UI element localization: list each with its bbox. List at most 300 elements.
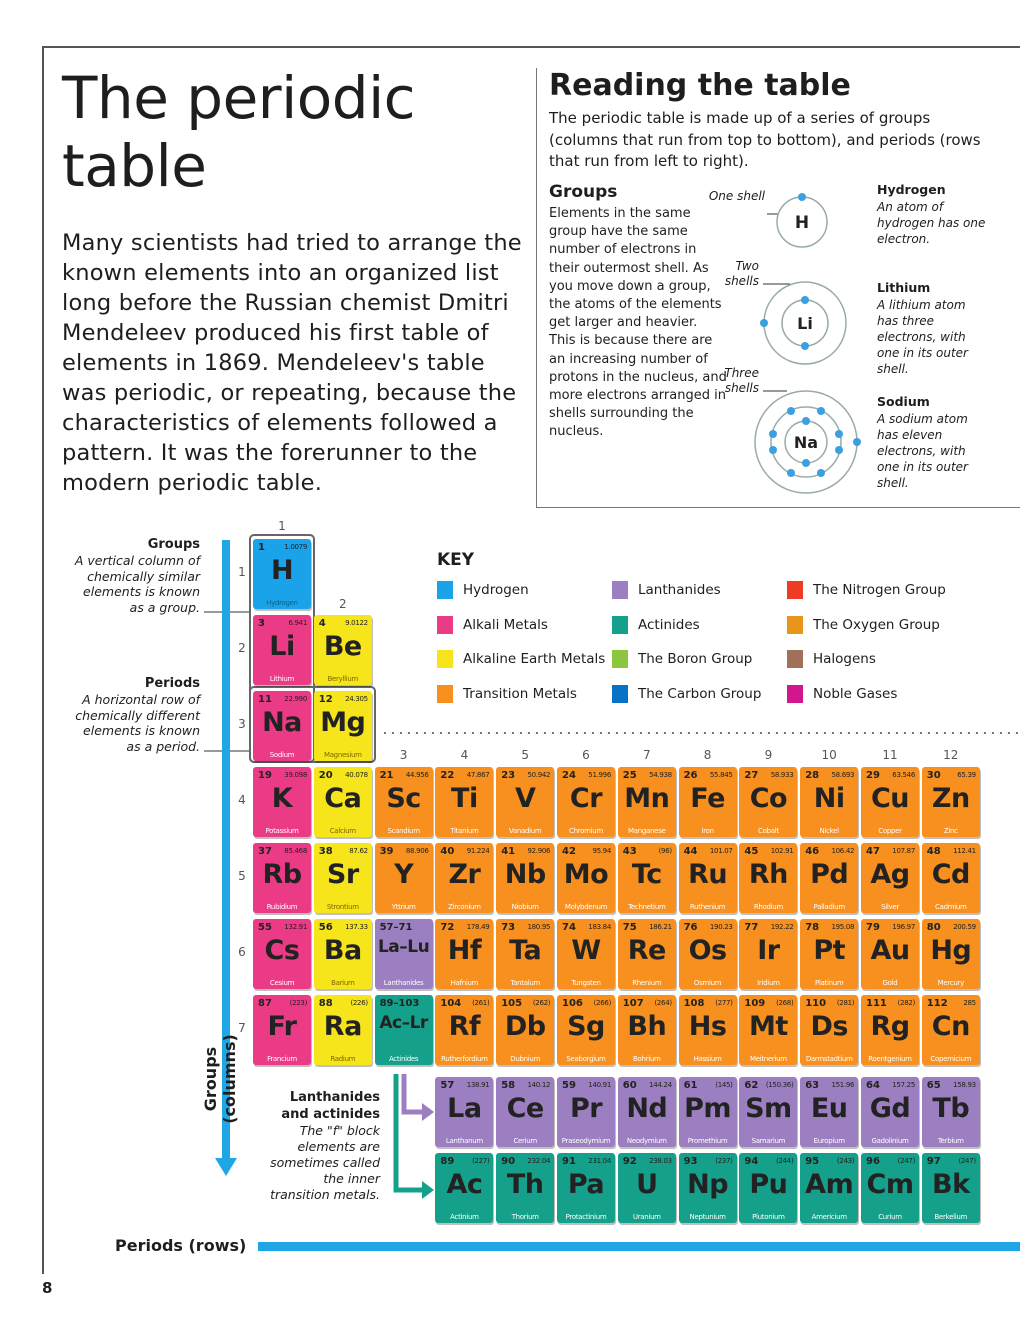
element-ru[interactable]: [679, 843, 737, 913]
element-symbol: Bk: [932, 1169, 970, 1200]
lanthanides-annotation-title: Lanthanides and actinides: [281, 1090, 380, 1122]
element-name: Platinum: [814, 979, 844, 987]
reading-lead: The periodic table is made up of a series of groups (columns that run from top to bottom), and periods (rows that run from left to right).: [549, 109, 981, 170]
element-symbol: Sm: [745, 1093, 792, 1124]
element-symbol: Rh: [748, 859, 788, 890]
column-number-8: 8: [703, 748, 712, 762]
element-name: Osmium: [693, 979, 722, 987]
element-name: Neodymium: [626, 1137, 667, 1145]
element-name: Roentgenium: [868, 1055, 912, 1063]
element-name: Gadolinium: [871, 1137, 909, 1145]
element-name: Francium: [267, 1055, 297, 1063]
element-symbol: Mn: [624, 783, 670, 814]
key-label: Actinides: [638, 616, 700, 633]
key-swatch: [787, 581, 803, 599]
atomic-mass: 88.906: [405, 847, 429, 855]
element-rf[interactable]: [435, 995, 493, 1065]
element-symbol: Tb: [932, 1093, 970, 1124]
atomic-mass: 1.0079: [284, 543, 307, 551]
element-name: Thorium: [511, 1213, 539, 1221]
column-number-12: 12: [943, 748, 959, 762]
element-name: Chromium: [569, 827, 603, 835]
atomic-mass: 92.906: [527, 847, 551, 855]
key-swatch: [612, 581, 628, 599]
element-name: Scandium: [387, 827, 420, 835]
element-symbol: Pr: [569, 1093, 603, 1124]
key-swatch: [612, 685, 628, 703]
periods-annotation-title: Periods: [144, 676, 200, 691]
element-na[interactable]: [253, 691, 311, 761]
element-tb[interactable]: [922, 1077, 980, 1147]
element-sr[interactable]: [314, 843, 372, 913]
atomic-number: 75: [622, 922, 637, 933]
key-swatch: [612, 650, 628, 668]
key-label: The Carbon Group: [638, 686, 762, 703]
atomic-number: 42: [562, 846, 576, 857]
element-cd[interactable]: [922, 843, 980, 913]
atomic-number: 105: [501, 998, 523, 1009]
atomic-number: 91: [562, 1156, 576, 1167]
element-pr[interactable]: [557, 1077, 615, 1147]
reading-heading: Reading the table: [549, 68, 851, 103]
element-symbol: Cn: [931, 1011, 970, 1042]
element-name: Berkelium: [934, 1213, 968, 1221]
element-sm[interactable]: [739, 1077, 797, 1147]
element-gd[interactable]: [861, 1077, 919, 1147]
element-symbol: U: [636, 1169, 658, 1200]
element-name: Hydrogen: [266, 599, 298, 607]
atomic-mass: 231.04: [588, 1157, 611, 1165]
atomic-number: 63: [805, 1080, 820, 1091]
element-np[interactable]: [679, 1153, 737, 1223]
atomic-number: 30: [926, 770, 941, 781]
element-symbol: Nd: [626, 1093, 668, 1124]
atomic-mass: (281): [836, 999, 855, 1007]
row-number-2: 2: [238, 641, 246, 655]
periods-axis-label: Periods (rows): [115, 1236, 247, 1255]
element-symbol: K: [271, 783, 293, 814]
element-ir[interactable]: [739, 919, 797, 989]
atomic-number: 29: [866, 770, 880, 781]
element-symbol: La–Lu: [377, 937, 430, 957]
element-name: Lanthanides: [383, 979, 424, 987]
element-symbol: Cu: [870, 783, 910, 814]
atomic-mass: (268): [776, 999, 794, 1007]
element-name: Molybdenum: [564, 903, 608, 911]
element-ac-lr[interactable]: [375, 995, 433, 1065]
atomic-mass: 101.07: [709, 847, 733, 855]
key-item-the-oxygen-group: [787, 616, 940, 634]
atom-symbol-h: H: [794, 213, 810, 233]
atomic-mass: 9.0122: [345, 619, 368, 627]
column-number-5: 5: [521, 748, 529, 762]
element-name: Terbium: [937, 1137, 964, 1145]
element-be[interactable]: [314, 615, 372, 685]
element-zr[interactable]: [435, 843, 493, 913]
key-item-hydrogen: [437, 581, 529, 599]
element-symbol: Mo: [563, 859, 609, 890]
element-w[interactable]: [557, 919, 615, 989]
element-name: Copper: [878, 827, 902, 835]
element-mo[interactable]: [557, 843, 615, 913]
element-symbol: Mg: [320, 707, 366, 738]
atomic-number: 23: [501, 770, 516, 781]
element-k[interactable]: [253, 767, 311, 837]
atomic-number: 88: [318, 998, 333, 1009]
atomic-number: 93: [683, 1156, 698, 1167]
element-symbol: Rb: [262, 859, 302, 890]
atomic-number: 87: [258, 998, 272, 1009]
column-number-9: 9: [764, 748, 773, 762]
element-db[interactable]: [496, 995, 554, 1065]
row-number-4: 4: [238, 793, 246, 807]
element-v[interactable]: [496, 767, 554, 837]
element-symbol: Zr: [448, 859, 481, 890]
column-number-7: 7: [642, 748, 651, 762]
element-ds[interactable]: [800, 995, 858, 1065]
atomic-number: 39: [379, 846, 394, 857]
element-symbol: Cs: [264, 935, 300, 966]
atomic-mass: 238.03: [649, 1157, 672, 1165]
groups-axis-label: Groups (columns): [201, 1034, 239, 1124]
atomic-mass: 112.41: [953, 847, 976, 855]
element-symbol: Zn: [931, 783, 970, 814]
element-name: Gold: [882, 979, 898, 987]
atomic-mass: 140.91: [588, 1081, 611, 1089]
atomic-number: 89–103: [379, 998, 420, 1009]
atomic-number: 104: [440, 998, 462, 1009]
element-symbol: W: [571, 935, 601, 966]
element-ca[interactable]: [314, 767, 372, 837]
atomic-number: 62: [744, 1080, 759, 1091]
element-name: Copernicium: [930, 1055, 972, 1063]
groups-body: Elements in the same group have the same number of electrons in their outermost shell. As you move down a group, the atoms of the elements get larger and heavier. This is because there are an increasing number of protons in the nucleus, and more electrons arranged in shells surrounding the nucleus.: [549, 206, 727, 440]
key-label: The Boron Group: [638, 651, 753, 668]
element-co[interactable]: [739, 767, 797, 837]
atomic-number: 94: [744, 1156, 759, 1167]
atomic-number: 73: [501, 922, 516, 933]
atomic-number: 43: [622, 846, 637, 857]
key-label: The Nitrogen Group: [813, 582, 946, 598]
key-swatch: [787, 616, 803, 634]
element-name: Iron: [701, 827, 714, 835]
atomic-number: 109: [744, 998, 766, 1009]
atomic-number: 108: [683, 998, 705, 1009]
element-li[interactable]: [253, 615, 311, 685]
element-ra[interactable]: [314, 995, 372, 1065]
element-symbol: Sc: [386, 783, 421, 814]
element-name: Rhenium: [632, 979, 662, 987]
atomic-number: 12: [318, 694, 333, 705]
element-ti[interactable]: [435, 767, 493, 837]
element-name: Tantalum: [510, 979, 541, 987]
element-symbol: Pu: [749, 1169, 788, 1200]
element-symbol: Hg: [930, 935, 972, 966]
element-cs[interactable]: [253, 919, 311, 989]
element-pu[interactable]: [739, 1153, 797, 1223]
atomic-mass: (264): [654, 999, 672, 1007]
element-name: Beryllium: [327, 675, 359, 683]
element-name: Potassium: [265, 827, 299, 835]
element-name: Actinides: [388, 1055, 419, 1063]
atomic-number: 96: [866, 1156, 880, 1167]
shell-label-three: Three shells: [724, 366, 759, 395]
atomic-number: 24: [562, 770, 576, 781]
element-symbol: Os: [688, 935, 727, 966]
key-item-the-nitrogen-group: [787, 581, 946, 599]
atomic-mass: 106.42: [831, 847, 855, 855]
atomic-number: 44: [683, 846, 698, 857]
element-symbol: Na: [262, 707, 302, 738]
atomic-number: 112: [926, 998, 948, 1009]
atomic-mass: 54.938: [649, 771, 672, 779]
atomic-mass: 137.33: [345, 923, 368, 931]
row-number-5: 5: [238, 869, 246, 883]
atomic-mass: 140.12: [527, 1081, 551, 1089]
element-name: Niobium: [511, 903, 539, 911]
element-pt[interactable]: [800, 919, 858, 989]
element-name: Zirconium: [448, 903, 481, 911]
element-symbol: Cr: [569, 783, 603, 814]
atomic-number: 4: [318, 618, 326, 629]
element-symbol: Ac: [446, 1169, 483, 1200]
element-ag[interactable]: [861, 843, 919, 913]
element-h[interactable]: [253, 539, 311, 609]
element-symbol: Re: [627, 935, 666, 966]
element-name: Bohrium: [633, 1055, 661, 1063]
element-os[interactable]: [679, 919, 737, 989]
atomic-number: 95: [805, 1156, 820, 1167]
groups-annotation-text: A vertical column of chemically similar elements is known as a group.: [74, 552, 200, 616]
element-name: Ruthenium: [689, 903, 726, 911]
atomic-number: 21: [379, 770, 394, 781]
element-re[interactable]: [618, 919, 676, 989]
element-name: Tungsten: [571, 979, 601, 987]
element-eu[interactable]: [800, 1077, 858, 1147]
element-name: Neptunium: [689, 1213, 726, 1221]
element-symbol: Y: [394, 859, 414, 890]
element-name: Samarium: [751, 1137, 786, 1145]
element-symbol: Np: [687, 1169, 729, 1200]
atomic-number: 22: [440, 770, 455, 781]
element-la-lu[interactable]: [375, 919, 433, 989]
element-nd[interactable]: [618, 1077, 676, 1147]
element-u[interactable]: [618, 1153, 676, 1223]
atomic-number: 3: [258, 618, 265, 629]
atomic-mass: 65.39: [957, 771, 976, 779]
element-symbol: Am: [805, 1169, 854, 1200]
atomic-mass: 183.84: [588, 923, 611, 931]
element-name: Strontium: [326, 903, 359, 911]
element-symbol: Hf: [447, 935, 482, 966]
atomic-mass: 200.59: [953, 923, 976, 931]
atomic-number: 77: [744, 922, 759, 933]
atomic-mass: 95.94: [592, 847, 611, 855]
element-mg[interactable]: [314, 691, 372, 761]
element-name: Zinc: [943, 827, 958, 835]
atomic-number: 26: [683, 770, 698, 781]
lanthanide-arrow: [404, 1074, 424, 1112]
atomic-number: 97: [926, 1156, 941, 1167]
atomic-mass: 195.08: [831, 923, 855, 931]
element-name: Cesium: [269, 979, 295, 987]
atomic-number: 106: [562, 998, 583, 1009]
element-hf[interactable]: [435, 919, 493, 989]
key-swatch: [437, 581, 453, 599]
atomic-number: 61: [683, 1080, 698, 1091]
atomic-number: 11: [258, 694, 272, 705]
element-symbol: Ce: [506, 1093, 544, 1124]
element-y[interactable]: [375, 843, 433, 913]
element-symbol: Cd: [931, 859, 970, 890]
element-bk[interactable]: [922, 1153, 980, 1223]
element-name: Rubidium: [266, 903, 298, 911]
element-tc[interactable]: [618, 843, 676, 913]
atomic-mass: 58.933: [770, 771, 794, 779]
element-pa[interactable]: [557, 1153, 615, 1223]
atomic-number: 74: [562, 922, 576, 933]
element-name: Mercury: [937, 979, 964, 987]
element-symbol: V: [514, 783, 536, 814]
element-name: Palladium: [813, 903, 845, 911]
atomic-number: 37: [258, 846, 272, 857]
element-nb[interactable]: [496, 843, 554, 913]
atomic-number: 55: [258, 922, 272, 933]
element-symbol: Pa: [567, 1169, 605, 1200]
element-sc[interactable]: [375, 767, 433, 837]
element-hs[interactable]: [679, 995, 737, 1065]
element-au[interactable]: [861, 919, 919, 989]
atomic-number: 64: [866, 1080, 880, 1091]
element-symbol: Rf: [448, 1011, 481, 1042]
element-ni[interactable]: [800, 767, 858, 837]
element-name: Technetium: [628, 903, 666, 911]
key-item-lanthanides: [612, 581, 721, 599]
element-cu[interactable]: [861, 767, 919, 837]
element-cm[interactable]: [861, 1153, 919, 1223]
atom-name-lithium: Lithium: [877, 280, 931, 295]
atomic-mass: 58.693: [831, 771, 855, 779]
atomic-mass: (226): [350, 999, 368, 1007]
element-sg[interactable]: [557, 995, 615, 1065]
atomic-mass: 190.23: [709, 923, 733, 931]
element-pm[interactable]: [679, 1077, 737, 1147]
atomic-mass: 102.91: [770, 847, 794, 855]
atom-name-sodium: Sodium: [877, 394, 930, 409]
element-fe[interactable]: [679, 767, 737, 837]
row-number-7: 7: [238, 1021, 246, 1035]
element-th[interactable]: [496, 1153, 554, 1223]
element-symbol: Sr: [326, 859, 359, 890]
lanthanides-annotation-text: The "f" block elements are sometimes called the inner transition metals.: [270, 1123, 380, 1202]
atomic-mass: 22.990: [284, 695, 307, 703]
atomic-mass: 157.25: [892, 1081, 915, 1089]
element-ac[interactable]: [435, 1153, 493, 1223]
element-symbol: Co: [749, 783, 788, 814]
element-cn[interactable]: [922, 995, 980, 1065]
element-symbol: H: [270, 555, 294, 586]
atom-desc-lithium: A lithium atom has three electrons, with one in its outer shell.: [877, 298, 968, 376]
element-name: Yttrium: [391, 903, 416, 911]
page-number: 8: [42, 1279, 53, 1297]
element-rb[interactable]: [253, 843, 311, 913]
element-symbol: Fr: [267, 1011, 297, 1042]
element-pd[interactable]: [800, 843, 858, 913]
element-name: Americium: [811, 1213, 847, 1221]
element-name: Sodium: [269, 751, 295, 759]
element-symbol: Tc: [631, 859, 662, 890]
atomic-number: 28: [805, 770, 820, 781]
element-mn[interactable]: [618, 767, 676, 837]
element-rh[interactable]: [739, 843, 797, 913]
shell-label-one: One shell: [708, 189, 765, 203]
element-zn[interactable]: [922, 767, 980, 837]
column-number-4: 4: [460, 748, 469, 762]
element-name: Meitnerium: [749, 1055, 787, 1063]
key-label: Halogens: [813, 651, 876, 668]
actinide-arrow: [396, 1074, 424, 1190]
atomic-number: 110: [805, 998, 827, 1009]
element-name: Rutherfordium: [441, 1055, 488, 1063]
row-number-6: 6: [238, 945, 246, 959]
element-symbol: Gd: [869, 1093, 911, 1124]
key-swatch: [437, 650, 453, 668]
atomic-mass: 63.546: [892, 771, 915, 779]
element-ce[interactable]: [496, 1077, 554, 1147]
element-symbol: Be: [323, 631, 362, 662]
atomic-number: 111: [866, 998, 887, 1009]
element-name: Lithium: [269, 675, 295, 683]
element-name: Protactinium: [565, 1213, 607, 1221]
atomic-number: 25: [622, 770, 637, 781]
element-name: Calcium: [329, 827, 356, 835]
key-label: Hydrogen: [463, 582, 529, 598]
key-item-actinides: [612, 616, 700, 634]
element-la[interactable]: [435, 1077, 493, 1147]
element-bh[interactable]: [618, 995, 676, 1065]
element-hg[interactable]: [922, 919, 980, 989]
element-ba[interactable]: [314, 919, 372, 989]
shell-label-two: Two shells: [724, 259, 759, 288]
element-name: Titanium: [450, 827, 479, 835]
element-symbol: Ac–Lr: [379, 1013, 428, 1033]
element-symbol: Pd: [810, 859, 849, 890]
element-mt[interactable]: [739, 995, 797, 1065]
element-cr[interactable]: [557, 767, 615, 837]
atomic-mass: 44.956: [405, 771, 429, 779]
column-number-11: 11: [882, 748, 898, 762]
atomic-mass: 55.845: [709, 771, 733, 779]
atomic-mass: (150.36): [765, 1081, 794, 1089]
element-symbol: Ba: [323, 935, 362, 966]
atomic-mass: (277): [715, 999, 733, 1007]
atomic-mass: (247): [958, 1157, 976, 1165]
atomic-mass: 180.95: [527, 923, 551, 931]
key-item-alkaline-earth-metals: [437, 650, 605, 668]
element-rg[interactable]: [861, 995, 919, 1065]
key-item-halogens: [787, 650, 876, 668]
element-am[interactable]: [800, 1153, 858, 1223]
atom-symbol-na: Na: [793, 433, 819, 452]
element-fr[interactable]: [253, 995, 311, 1065]
element-symbol: Ir: [757, 935, 780, 966]
atomic-number: 1: [258, 542, 265, 553]
key-item-the-boron-group: [612, 650, 752, 668]
atomic-mass: 40.078: [345, 771, 368, 779]
element-name: Iridium: [757, 979, 780, 987]
element-ta[interactable]: [496, 919, 554, 989]
atomic-mass: 232.04: [527, 1157, 551, 1165]
